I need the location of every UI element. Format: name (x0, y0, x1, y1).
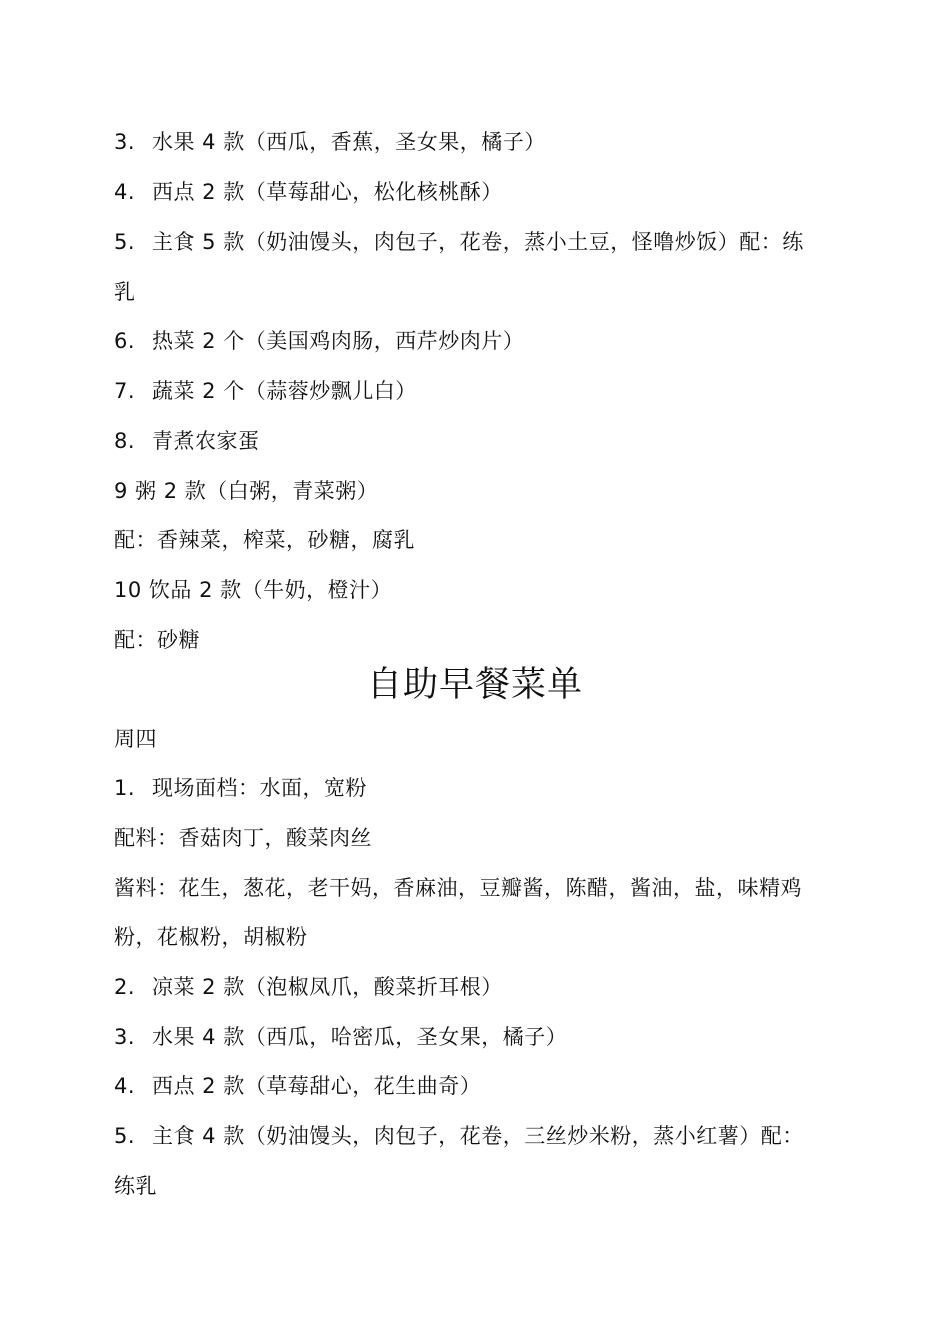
menu-item-staple-continued: 练乳 (114, 1174, 157, 1198)
item-number: 4. (114, 1074, 136, 1098)
menu-item-noodle-sauces: 酱料：花生，葱花，老干妈，香麻油，豆瓣酱，陈醋，酱油，盐，味精鸡 (114, 876, 802, 900)
item-number: 4. (114, 180, 136, 204)
item-text: 主食 5 款（奶油馒头，肉包子，花卷，蒸小土豆，怪噜炒饭）配：练 (152, 230, 804, 254)
menu-item-noodle-sauces-continued: 粉，花椒粉，胡椒粉 (114, 925, 308, 949)
item-text: 现场面档：水面，宽粉 (152, 776, 367, 800)
menu-item-fruit (114, 1022, 567, 1052)
item-number: 1. (114, 776, 136, 800)
menu-item-fruit (114, 127, 546, 157)
day-label: 周四 (114, 727, 157, 751)
menu-item-pastry (114, 177, 503, 207)
menu-item-vegetable (114, 376, 417, 406)
item-number: 8. (114, 429, 136, 453)
item-text: 蔬菜 2 个（蒜蓉炒飘儿白） (152, 379, 417, 403)
item-number: 3. (114, 1025, 136, 1049)
menu-item-porridge-condiments: 配：香辣菜，榨菜，砂糖，腐乳 (114, 528, 415, 552)
menu-item-staple-continued: 乳 (114, 280, 136, 304)
item-text: 热菜 2 个（美国鸡肉肠，西芹炒肉片） (152, 329, 525, 353)
menu-item-noodle-station (114, 773, 367, 803)
section-title: 自助早餐菜单 (366, 665, 583, 705)
item-text: 西点 2 款（草莓甜心，花生曲奇） (152, 1074, 482, 1098)
item-number: 2. (114, 975, 136, 999)
item-number: 5. (114, 1124, 136, 1148)
menu-item-staple (114, 227, 804, 257)
menu-item-staple (114, 1121, 804, 1151)
item-number: 6. (114, 329, 136, 353)
menu-item-pastry (114, 1071, 481, 1101)
menu-item-egg (114, 426, 260, 456)
item-text: 青煮农家蛋 (152, 429, 260, 453)
item-text: 水果 4 款（西瓜，香蕉，圣女果，橘子） (152, 130, 546, 154)
item-number: 3. (114, 130, 136, 154)
item-text: 主食 4 款（奶油馒头，肉包子，花卷，三丝炒米粉，蒸小红薯）配： (152, 1124, 804, 1148)
item-text: 西点 2 款（草莓甜心，松化核桃酥） (152, 180, 503, 204)
menu-item-porridge: 9 粥 2 款（白粥，青菜粥） (114, 479, 379, 503)
menu-item-cold-dish (114, 972, 503, 1002)
menu-item-hot-dish (114, 326, 524, 356)
item-number: 5. (114, 230, 136, 254)
menu-item-drinks: 10 饮品 2 款（牛奶，橙汁） (114, 578, 393, 602)
item-number: 7. (114, 379, 136, 403)
item-text: 凉菜 2 款（泡椒凤爪，酸菜折耳根） (152, 975, 503, 999)
item-text: 水果 4 款（西瓜，哈密瓜，圣女果，橘子） (152, 1025, 568, 1049)
menu-item-drinks-condiments: 配：砂糖 (114, 628, 200, 652)
menu-item-noodle-ingredients: 配料：香菇肉丁，酸菜肉丝 (114, 826, 372, 850)
